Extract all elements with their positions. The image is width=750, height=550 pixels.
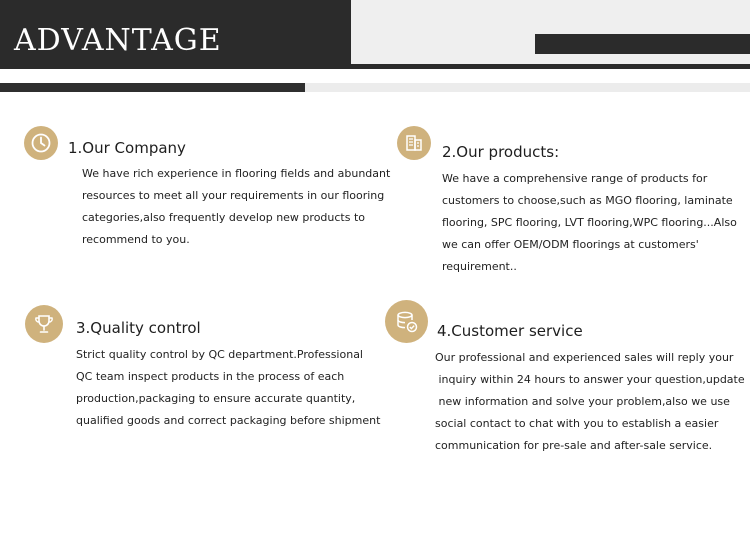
body-line: inquiry within 24 hours to answer your question,update (435, 373, 745, 386)
section-title-quality: 3.Quality control (76, 319, 201, 337)
body-line: Our professional and experienced sales will reply your (435, 351, 734, 364)
body-line: social contact to chat with you to establish a easier (435, 417, 719, 430)
body-line: flooring, SPC flooring, LVT flooring,WPC flooring...Also (442, 216, 737, 229)
body-line: resources to meet all your requirements in our flooring (82, 189, 385, 202)
body-line: We have a comprehensive range of products for (442, 172, 708, 185)
clock-icon (24, 126, 58, 160)
body-line: new information and solve your problem,also we use (435, 395, 730, 408)
section-title-products: 2.Our products: (442, 143, 560, 161)
body-line: QC team inspect products in the process of each (76, 370, 345, 383)
section-body-quality (76, 344, 380, 432)
trophy-icon (25, 305, 63, 343)
body-line: requirement.. (442, 260, 517, 273)
section-body-service (435, 347, 745, 457)
body-line: We have rich experience in flooring fields and abundant (82, 167, 391, 180)
section-body-products (442, 168, 737, 278)
body-line: qualified goods and correct packaging before shipment (76, 414, 381, 427)
section-body-company (82, 163, 390, 251)
body-line: communication for pre-sale and after-sale service. (435, 439, 713, 452)
page-title: ADVANTAGE (14, 23, 222, 58)
building-icon (397, 126, 431, 160)
header-divider (0, 64, 750, 69)
body-line: production,packaging to ensure accurate quantity, (76, 392, 356, 405)
header-light-panel (351, 0, 750, 64)
section-title-service: 4.Customer service (437, 322, 583, 340)
body-line: categories,also frequently develop new products to (82, 211, 366, 224)
header-right-bar (535, 34, 750, 54)
subheader-dark-bar (0, 83, 305, 92)
subheader-light-bar (305, 83, 750, 92)
body-line: Strict quality control by QC department.Professional (76, 348, 363, 361)
body-line: customers to choose,such as MGO flooring, laminate (442, 194, 733, 207)
body-line: recommend to you. (82, 233, 190, 246)
body-line: we can offer OEM/ODM floorings at customers' (442, 238, 699, 251)
database-check-icon (385, 300, 428, 343)
section-title-company: 1.Our Company (68, 139, 186, 157)
